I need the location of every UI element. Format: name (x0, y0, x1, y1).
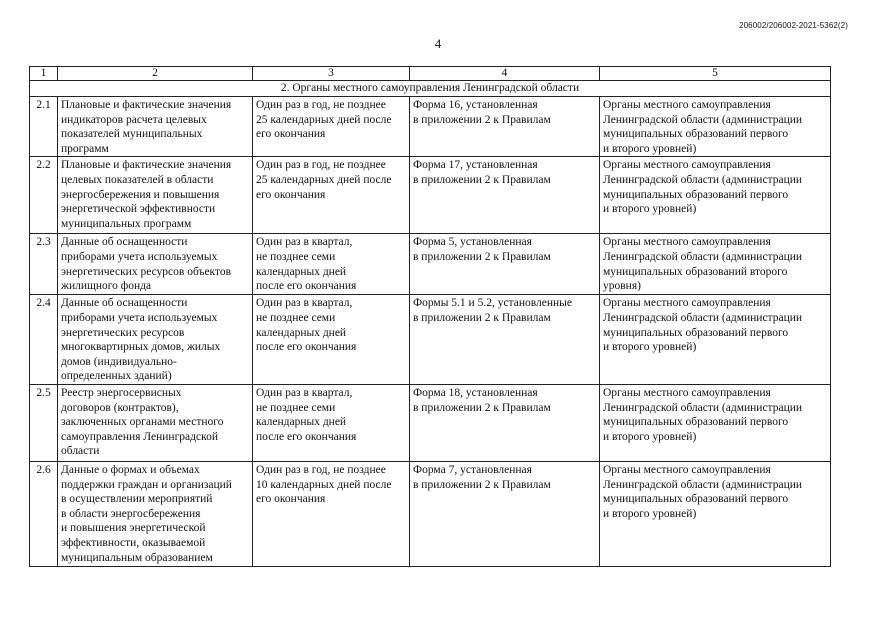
column-header: 2 (58, 67, 253, 81)
section-row (30, 81, 831, 97)
table-row (30, 295, 831, 385)
responsible-body-cell: Органы местного самоуправления Ленинградской области (администрации муниципальных образований первого и второго уровней) (600, 157, 831, 234)
table-row (30, 234, 831, 295)
row-number: 2.5 (30, 384, 58, 461)
row-number: 2.2 (30, 157, 58, 234)
row-number: 2.3 (30, 234, 58, 295)
table-row (30, 157, 831, 234)
form-cell: Формы 5.1 и 5.2, установленные в приложении 2 к Правилам (410, 295, 600, 385)
form-cell: Форма 5, установленная в приложении 2 к Правилам (410, 234, 600, 295)
indicator-cell: Плановые и фактические значения индикаторов расчета целевых показателей муниципальных программ (58, 97, 253, 157)
table-row (30, 97, 831, 157)
responsible-body-cell: Органы местного самоуправления Ленинградской области (администрации муниципальных образований первого и второго уровней) (600, 97, 831, 157)
period-cell: Один раз в год, не позднее 10 календарных дней после его окончания (253, 461, 410, 566)
indicator-cell: Данные об оснащенности приборами учета используемых энергетических ресурсов многоквартирных домов, жилых домов (индивидуально- определенных зданий) (58, 295, 253, 385)
period-cell: Один раз в квартал, не позднее семи календарных дней после его окончания (253, 234, 410, 295)
page-number: 4 (434, 36, 442, 51)
row-number: 2.1 (30, 97, 58, 157)
row-number: 2.4 (30, 295, 58, 385)
indicator-cell: Данные об оснащенности приборами учета используемых энергетических ресурсов объектов жилищного фонда (58, 234, 253, 295)
document-registration-number: 206002/206002-2021-5362(2) (739, 21, 848, 30)
period-cell: Один раз в квартал, не позднее семи календарных дней после его окончания (253, 384, 410, 461)
form-cell: Форма 17, установленная в приложении 2 к Правилам (410, 157, 600, 234)
reporting-table (29, 66, 831, 567)
row-number: 2.6 (30, 461, 58, 566)
indicator-cell: Реестр энергосервисных договоров (контрактов), заключенных органами местного самоуправления Ленинградской области (58, 384, 253, 461)
responsible-body-cell: Органы местного самоуправления Ленинградской области (администрации муниципальных образований первого и второго уровней) (600, 461, 831, 566)
table-row (30, 461, 831, 566)
responsible-body-cell: Органы местного самоуправления Ленинградской области (администрации муниципальных образований первого и второго уровней) (600, 295, 831, 385)
column-number-row (30, 67, 831, 81)
form-cell: Форма 18, установленная в приложении 2 к Правилам (410, 384, 600, 461)
table-row (30, 384, 831, 461)
indicator-cell: Плановые и фактические значения целевых показателей в области энергосбережения и повышения энергетической эффективности муниципальных программ (58, 157, 253, 234)
period-cell: Один раз в год, не позднее 25 календарных дней после его окончания (253, 157, 410, 234)
column-header: 3 (253, 67, 410, 81)
column-header: 1 (30, 67, 58, 81)
form-cell: Форма 16, установленная в приложении 2 к Правилам (410, 97, 600, 157)
column-header: 5 (600, 67, 831, 81)
column-header: 4 (410, 67, 600, 81)
period-cell: Один раз в квартал, не позднее семи календарных дней после его окончания (253, 295, 410, 385)
indicator-cell: Данные о формах и объемах поддержки граждан и организаций в осуществлении мероприятий в области энергосбережения и повышения энергетической эффективности, оказываемой муниципальным образованием (58, 461, 253, 566)
section-title: 2. Органы местного самоуправления Ленинградской области (30, 81, 831, 97)
form-cell: Форма 7, установленная в приложении 2 к Правилам (410, 461, 600, 566)
responsible-body-cell: Органы местного самоуправления Ленинградской области (администрации муниципальных образований второго уровня) (600, 234, 831, 295)
period-cell: Один раз в год, не позднее 25 календарных дней после его окончания (253, 97, 410, 157)
responsible-body-cell: Органы местного самоуправления Ленинградской области (администрации муниципальных образований первого и второго уровней) (600, 384, 831, 461)
